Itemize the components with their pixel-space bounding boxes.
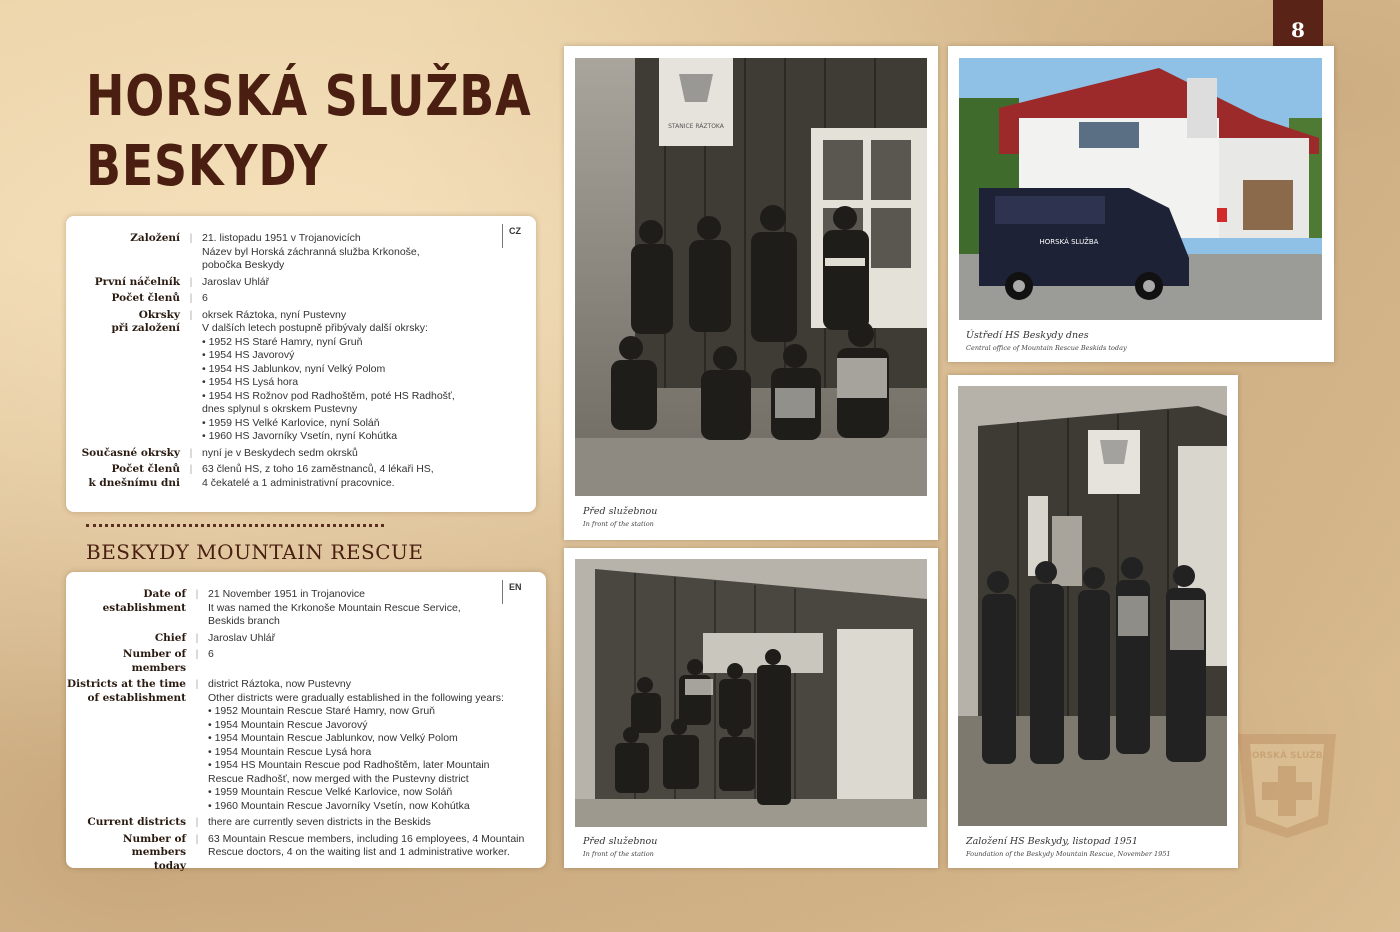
- info-value: 6: [208, 648, 214, 660]
- en-section-heading: BESKYDY MOUNTAIN RESCUE: [86, 540, 424, 564]
- cz-info-row: [66, 309, 506, 444]
- info-value: 63 členů HS, z toho 16 zaměstnanců, 4 lékaři HS, 4 čekatelé a 1 administrativní pracovnice.: [202, 463, 434, 489]
- cz-info-rows: [66, 232, 506, 493]
- cz-info-row: [66, 292, 506, 306]
- photo-station-group: [575, 58, 927, 496]
- info-label: Number of members: [122, 648, 186, 674]
- info-value: Jaroslav Uhlář: [202, 275, 270, 288]
- page-number: 8: [1273, 0, 1323, 60]
- photo-2-caption: Ústředí HS Beskydy dnes: [966, 330, 1089, 341]
- en-info-rows: [66, 588, 536, 876]
- cz-info-row: [66, 276, 506, 290]
- photo-headquarters: [959, 58, 1322, 320]
- info-label: Districts at the time of establishment: [67, 678, 186, 704]
- en-info-box: [66, 572, 546, 872]
- cz-info-box: [66, 216, 536, 512]
- cz-info-row: [66, 447, 506, 461]
- row-separator: |: [189, 446, 193, 459]
- info-label: Současné okrsky: [81, 446, 180, 459]
- row-separator: |: [189, 292, 193, 304]
- row-separator: |: [195, 816, 199, 828]
- en-info-row: [66, 632, 536, 646]
- row-separator: |: [195, 832, 199, 845]
- info-label: Number of members today: [122, 832, 186, 872]
- info-value: 6: [202, 292, 208, 304]
- photo-station-group-2: [575, 559, 927, 827]
- cz-language-tag: CZ: [502, 224, 521, 248]
- van-text: HORSKÁ SLUŽBA: [1039, 238, 1099, 246]
- info-value: Jaroslav Uhlář: [208, 631, 276, 644]
- en-language-tag: EN: [502, 580, 522, 604]
- info-label: Okrsky při založení: [111, 308, 180, 334]
- photo-3-caption-en: In front of the station: [583, 850, 654, 858]
- info-value: district Ráztoka, now Pustevny Other districts were gradually established in the following years: • 1952 Mountain Rescue Staré Hamry, now Gruň • 1954 Mountain Rescue Javorový • 1954 Mountain Rescue Jablunkov, now Velký Polom • 1954 Mountain Rescue Lysá hora • 1954 HS Mountain Rescue pod Radhoštěm, later Mountain Rescue Radhošť, now merged with the Pustevny district • 1959 Mountain Rescue Velké Karlovice, now Soláň • 1960 Mountain Rescue Javorníky Vsetín, now Kohútka: [208, 678, 504, 812]
- photo-4-caption-en: Foundation of the Beskydy Mountain Rescue, November 1951: [966, 850, 1171, 858]
- info-value: nyní je v Beskydech sedm okrsků: [202, 446, 358, 459]
- station-sign-text: STANICE RÁZTOKA: [668, 123, 724, 130]
- photo-3-caption: Před služebnou: [583, 836, 658, 847]
- en-info-row: [66, 816, 536, 830]
- row-separator: |: [195, 588, 199, 600]
- photo-founding: [958, 386, 1227, 826]
- info-value: there are currently seven districts in the Beskids: [208, 816, 431, 828]
- info-value: 21 November 1951 in Trojanovice It was named the Krkonoše Mountain Rescue Service, Beskids branch: [208, 588, 461, 627]
- mountain-rescue-logo: [1228, 728, 1346, 840]
- photo-4-caption: Založení HS Beskydy, listopad 1951: [966, 836, 1138, 847]
- en-info-row: [66, 588, 536, 629]
- row-separator: |: [189, 308, 193, 321]
- row-separator: |: [195, 631, 199, 644]
- en-info-row: [66, 833, 536, 874]
- cz-info-row: [66, 232, 506, 273]
- row-separator: |: [195, 648, 199, 660]
- info-label: První náčelník: [94, 275, 180, 288]
- info-value: 21. listopadu 1951 v Trojanovicích Název byl Horská záchranná služba Krkonoše, pobočka Beskydy: [202, 232, 420, 271]
- row-separator: |: [195, 678, 199, 690]
- en-info-row: [66, 648, 536, 675]
- photo-card-station-group-2: [564, 548, 938, 868]
- info-label: Chief: [154, 631, 186, 644]
- photo-1-caption: Před služebnou: [583, 506, 658, 517]
- photo-card-founding: [948, 375, 1238, 868]
- photo-2-caption-en: Central office of Mountain Rescue Beskids today: [966, 344, 1127, 352]
- info-label: Založení: [130, 232, 180, 244]
- info-value: 63 Mountain Rescue members, including 16 employees, 4 Mountain Rescue doctors, 4 on the waiting list and 1 administrative worker.: [208, 832, 525, 858]
- section-divider: [86, 524, 384, 527]
- row-separator: |: [189, 232, 193, 244]
- photo-card-headquarters: [948, 46, 1334, 362]
- info-label: Date of establishment: [102, 588, 186, 614]
- photo-card-station-group: [564, 46, 938, 540]
- en-info-row: [66, 678, 536, 813]
- photo-1-caption-en: In front of the station: [583, 520, 654, 528]
- row-separator: |: [189, 463, 193, 475]
- title-line-1: HORSKÁ SLUŽBA: [86, 64, 532, 129]
- row-separator: |: [189, 275, 193, 288]
- cz-info-row: [66, 463, 506, 490]
- info-label: Počet členů: [111, 292, 180, 304]
- title-line-2: BESKYDY: [86, 134, 329, 199]
- info-label: Current districts: [87, 816, 186, 828]
- page-title: [86, 62, 531, 202]
- info-value: okrsek Ráztoka, nyní Pustevny V dalších letech postupně přibývaly další okrsky: • 1952 HS Staré Hamry, nyní Gruň • 1954 HS Javorový • 1954 HS Jablunkov, nyní Velký Polom • 1954 HS Lysá hora • 1954 HS Rožnov pod Radhoštěm, poté HS Radhošť, dnes splynul s okrskem Pustevny • 1959 HS Velké Karlovice, nyní Soláň • 1960 HS Javorníky Vsetín, nyní Kohútka: [202, 308, 455, 442]
- info-label: Počet členů k dnešnímu dni: [88, 463, 180, 489]
- logo-text: HORSKÁ SLUŽBA: [1244, 751, 1330, 761]
